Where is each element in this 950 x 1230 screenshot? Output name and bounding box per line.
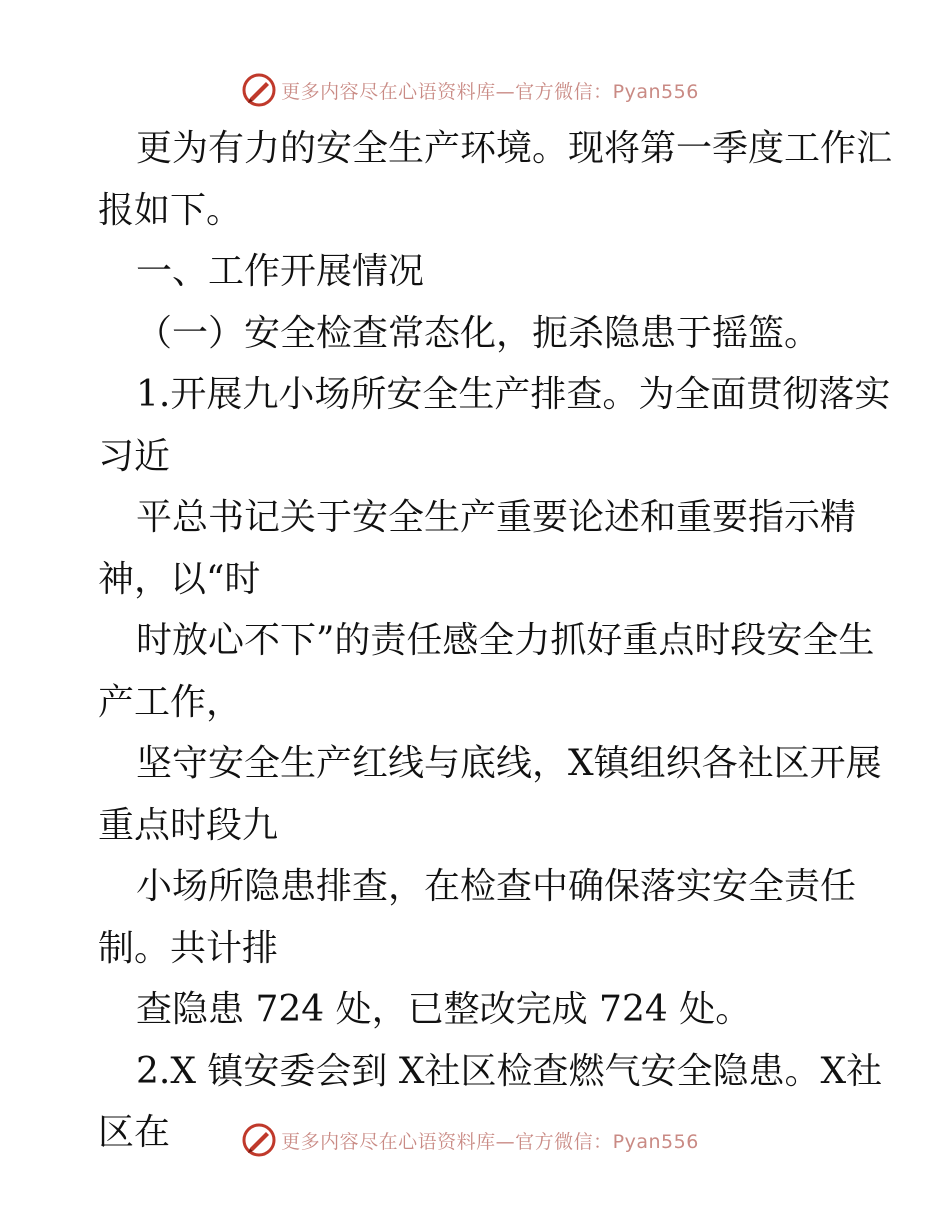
document-line: 2.X 镇安委会到 X社区检查燃气安全隐患。X社	[136, 1050, 883, 1092]
document-line: 时放心不下”的责任感全力抓好重点时段安全生	[136, 620, 875, 661]
document-line: 重点时段九	[98, 804, 279, 846]
document-line: 查隐患 724 处，已整改完成 724 处。	[136, 989, 752, 1030]
document-line: 坚守安全生产红线与底线，X镇组织各社区开展	[136, 743, 882, 784]
document-line: 1.开展九小场所安全生产排查。为全面贯彻落实	[136, 374, 891, 415]
document-line: 小场所隐患排查，在检查中确保落实安全责任	[136, 866, 857, 907]
document-line: （一）安全检查常态化，扼杀隐患于摇篮。	[136, 312, 821, 354]
watermark-text: 更多内容尽在心语资料库—官方微信：Pyan556	[281, 80, 699, 103]
pen-logo-icon	[241, 72, 277, 108]
document-body	[98, 118, 893, 1164]
document-line: 一、工作开展情况	[136, 251, 425, 292]
document-line: 平总书记关于安全生产重要论述和重要指示精	[136, 497, 857, 538]
document-line: 神，以“时	[98, 558, 261, 600]
document-line: 更为有力的安全生产环境。现将第一季度工作汇	[136, 128, 893, 169]
document-line: 制。共计排	[98, 927, 279, 969]
footer-watermark	[0, 1120, 950, 1160]
document-line: 习近	[98, 435, 171, 477]
pen-logo-icon	[241, 1122, 277, 1158]
watermark-text: 更多内容尽在心语资料库—官方微信：Pyan556	[281, 1130, 699, 1153]
document-line: 产工作，	[98, 681, 243, 723]
header-watermark	[0, 70, 950, 110]
document-line: 区在	[98, 1112, 171, 1153]
document-line: 报如下。	[98, 189, 243, 231]
